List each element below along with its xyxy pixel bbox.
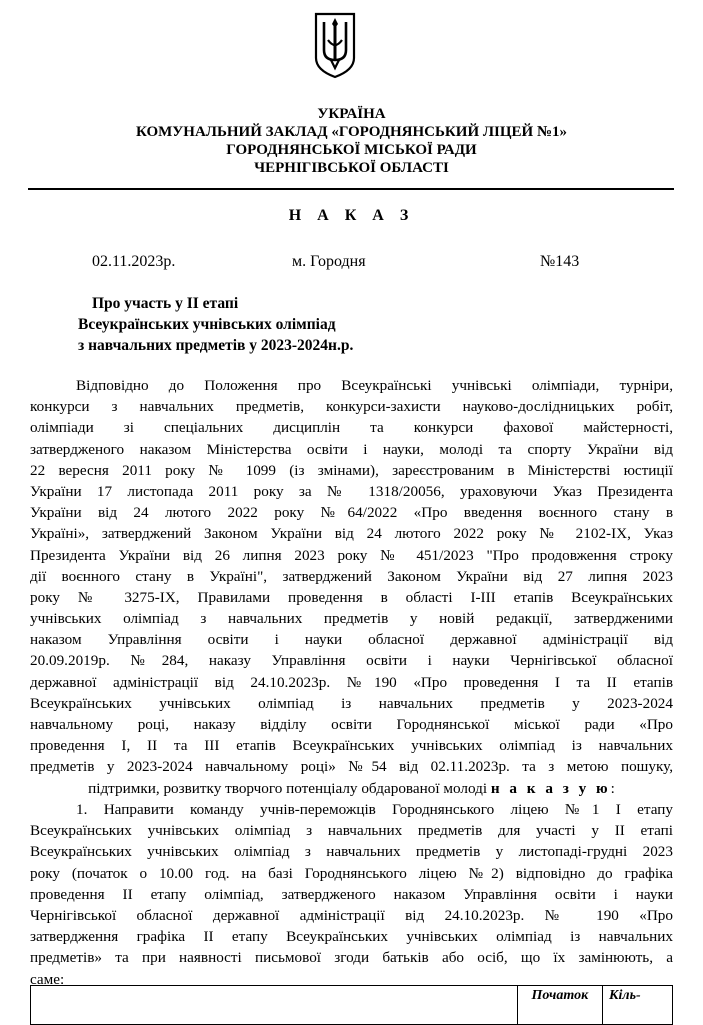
item-line: предметів» та при наявності письмової згоди батьків або осіб, що їх замінюють, а — [30, 949, 673, 967]
order-keyword: н а к а з у ю — [490, 779, 611, 797]
table-header-count: Кіль- — [603, 986, 673, 1025]
preamble-line: олімпіади зі спеціальних дисциплін та конкурси фахової майстерності, — [30, 419, 673, 437]
preamble-last-text: підтримки, розвитку творчого потенціалу обдарованої молоді — [88, 779, 488, 797]
item-line: Всеукраїнських учнівських олімпіад з навчальних предметів для участі у ІІ етапі — [30, 822, 673, 840]
table-header-start: Початок — [517, 986, 602, 1025]
header-institution: КОМУНАЛЬНИЙ ЗАКЛАД «ГОРОДНЯНСЬКИЙ ЛІЦЕЙ №1» — [135, 124, 568, 140]
table-header-empty — [31, 986, 518, 1025]
item-line: затвердження графіка ІІ етапу Всеукраїнських учнівських олімпіад із навчальних — [30, 928, 673, 946]
header-council: ГОРОДНЯНСЬКОЇ МІСЬКОЇ РАДИ — [226, 142, 477, 158]
preamble-line: дії воєнного стану в Україні", затверджений Законом України від 27 липня 2023 — [30, 567, 673, 585]
header-region: ЧЕРНІГІВСЬКОЇ ОБЛАСТІ — [254, 160, 449, 176]
item-line: Чернігівської обласної державної адміністрації від 24.10.2023р. № 190 «Про — [30, 906, 673, 924]
order-date: 02.11.2023р. — [92, 253, 176, 270]
preamble-line: навчальному році, наказу відділу освіти Городнянської міської ради «Про — [30, 716, 673, 733]
preamble-line: проведення І, ІІ та ІІІ етапів Всеукраїнських учнівських олімпіад із навчальних — [30, 737, 673, 755]
preamble-line: України від 24 лютого 2022 року №64/2022 «Про введення воєнного стану в — [30, 504, 673, 522]
table-header-row — [31, 986, 673, 1025]
header-country: УКРАЇНА — [317, 106, 386, 122]
item-line: саме: — [30, 970, 65, 988]
preamble-line: наказом Управління освіти і науки обласної державної адміністрації від — [30, 631, 673, 649]
preamble-line: 22 вересня 2011 року № 1099 (із змінами), зареєстрованим в Міністерстві юстиції — [30, 461, 673, 479]
document-header — [0, 105, 703, 177]
preamble-closing-line — [30, 778, 673, 799]
preamble-line: Відповідно до Положення про Всеукраїнські учнівські олімпіади, турніри, — [76, 377, 673, 394]
preamble-line: учнівських олімпіад з навчальних предметів у новій редакції, затвердженими — [30, 610, 673, 628]
item-line: проведення ІІ етапу олімпіад, затвердженого наказом Управління освіти і науки — [30, 885, 673, 903]
document-type-title: Н А К А З — [288, 207, 415, 224]
preamble-line: затвердженого наказом Міністерства освіти і науки, молоді та спорту України від — [30, 440, 673, 458]
subject-line: з навчальних предметів у 2023-2024н.р. — [78, 337, 354, 354]
olympiad-schedule-table — [30, 985, 673, 1025]
preamble-colon: : — [610, 779, 615, 797]
preamble-line: Всеукраїнських учнівських олімпіад із навчальних предметів у 2023-2024 — [30, 694, 673, 712]
preamble-line: року № 3275-IX, Правилами проведення в області І-ІІІ етапів Всеукраїнських — [30, 588, 673, 606]
preamble-line: Президента України від 26 липня 2023 року № 451/2023 "Про продовження строку — [30, 546, 673, 564]
preamble-line: України 17 листопада 2011 року за № 1318/20056, ураховуючи Указ Президента — [30, 482, 673, 500]
preamble-line: Україні», затверджений Законом України від 24 лютого 2022 року № 2102-IX, Указ — [30, 525, 673, 543]
item-line: 1. Направити команду учнів-переможців Городнянського ліцею №1 І етапу — [76, 801, 673, 818]
preamble-line: державної адміністрації від 24.10.2023р. №190 «Про проведення І та ІІ етапів — [30, 673, 673, 691]
order-subject — [78, 293, 353, 356]
item-line: Всеукраїнських учнівських олімпіад з навчальних предметів у листопаді-грудні 2023 — [30, 843, 673, 861]
order-item-1 — [30, 799, 673, 990]
preamble-line: 20.09.2019р. №284, наказу Управління освіти і науки Чернігівської обласної — [30, 652, 673, 670]
preamble-line: конкурси з навчальних предметів, конкурси-захисти науково-дослідницьких робіт, — [30, 398, 673, 416]
header-divider — [28, 188, 674, 190]
item-line: року (початок о 10.00 год. на базі Городнянського ліцею №2) відповідно до графіка — [30, 864, 673, 882]
subject-line: Про участь у ІІ етапі — [92, 295, 239, 312]
order-number: №143 — [540, 253, 580, 270]
preamble-paragraph — [30, 375, 673, 799]
preamble-line: предметів у 2023-2024 навчальному році» №54 від 02.11.2023р. та з метою пошуку, — [30, 758, 673, 776]
order-place: м. Городня — [292, 253, 366, 270]
subject-line: Всеукраїнських учнівських олімпіад — [78, 316, 336, 333]
trident-emblem-icon — [312, 10, 358, 80]
